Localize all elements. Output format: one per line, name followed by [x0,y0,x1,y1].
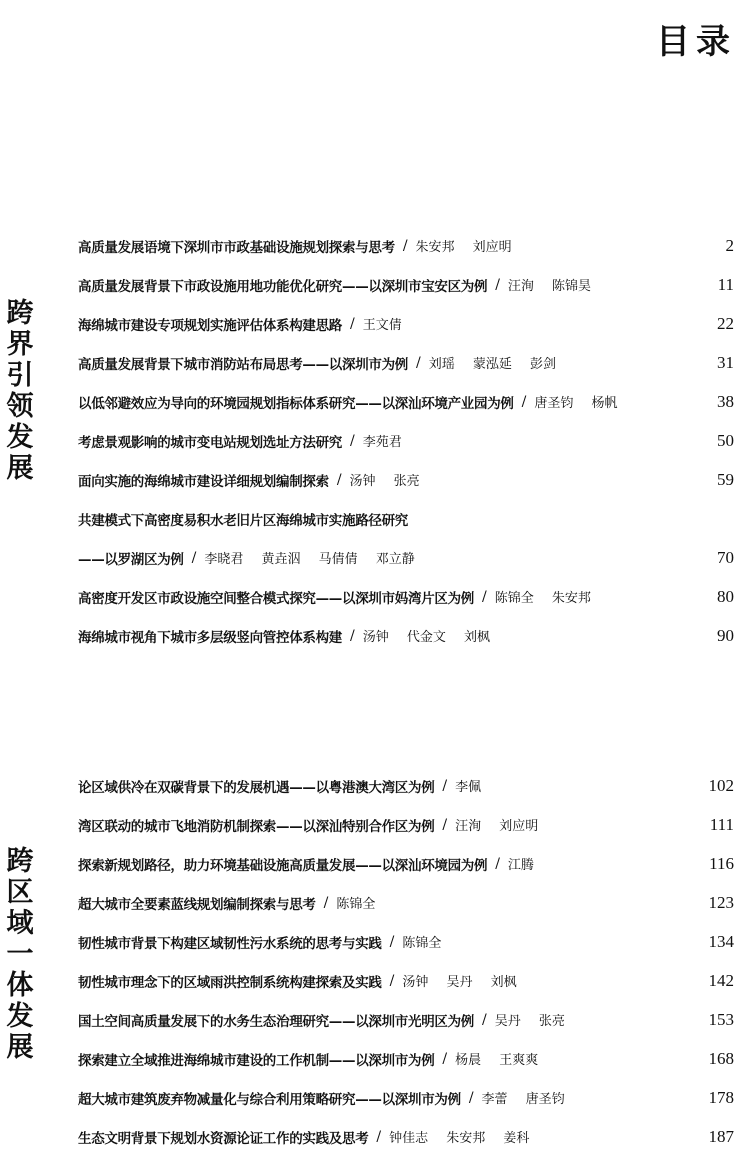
toc-entry[interactable] [78,961,734,1000]
toc-entry[interactable] [78,883,734,922]
entry-page-number: 31 [717,352,734,372]
toc-entry[interactable] [78,1078,734,1117]
entry-separator: / [521,393,527,410]
entry-separator: / [482,588,487,605]
toc-entry[interactable] [78,805,734,844]
entry-title: 韧性城市背景下构建区域韧性污水系统的思考与实践 [78,935,382,952]
entry-authors: 王文倩 [362,318,402,333]
toc-entry[interactable] [78,343,734,382]
entry-page-number: 116 [709,853,734,873]
entry-separator: / [442,816,448,833]
entry-separator: / [389,933,395,950]
entry-authors: 汤钟 吴丹 刘枫 [402,975,517,990]
entry-page-number: 168 [708,1048,734,1068]
entry-page-number: 187 [708,1126,734,1146]
entry-authors: 吴丹 张亮 [494,1014,565,1029]
entry-authors: 汤钟 张亮 [349,474,420,489]
toc-entry[interactable] [78,304,734,343]
entry-separator: / [350,315,355,332]
toc-list-section-1 [78,226,734,655]
entry-authors: 李佩 [455,780,482,795]
entry-page-number: 102 [708,775,734,795]
entry-authors: 汤钟 代金文 刘枫 [362,630,490,645]
entry-title: 共建模式下高密度易积水老旧片区海绵城市实施路径研究 [78,512,408,529]
entry-separator: / [416,354,421,371]
entry-page-number: 38 [717,391,734,411]
entry-authors: 陈锦全 朱安邦 [494,591,591,606]
toc-entry[interactable] [78,1117,734,1156]
entry-page-number: 178 [708,1087,734,1107]
entry-page-number: 153 [708,1009,734,1029]
entry-page-number: 80 [717,586,734,606]
entry-authors: 唐圣钧 杨帆 [534,396,618,411]
entry-page-number: 59 [717,469,734,489]
toc-entry[interactable] [78,922,734,961]
entry-separator: / [350,432,355,449]
entry-authors: 刘瑶 蒙泓延 彭剑 [428,357,556,372]
entry-title: 超大城市全要素蓝线规划编制探索与思考 [78,896,316,913]
entry-title: 超大城市建筑废弃物减量化与综合利用策略研究——以深圳市为例 [78,1091,461,1108]
toc-entry[interactable] [78,616,734,655]
entry-page-number: 22 [717,313,734,333]
entry-title: 探索建立全域推进海绵城市建设的工作机制——以深圳市为例 [78,1052,435,1069]
entry-title: 海绵城市建设专项规划实施评估体系构建思路 [78,317,342,334]
toc-entry[interactable] [78,844,734,883]
entry-authors: 李苑君 [362,435,402,450]
entry-title: 国土空间高质量发展下的水务生态治理研究——以深圳市光明区为例 [78,1013,474,1030]
toc-entry[interactable] [78,265,734,304]
toc-entry[interactable] [78,421,734,460]
entry-page-number: 111 [709,814,734,834]
entry-page-number: 2 [725,235,734,255]
toc-entry[interactable] [78,538,734,577]
toc-entry[interactable] [78,766,734,805]
page-title: 目录 [656,22,736,62]
entry-separator: / [442,777,448,794]
toc-entry[interactable] [78,226,734,265]
entry-title: 考虑景观影响的城市变电站规划选址方法研究 [78,434,342,451]
entry-authors: 汪洵 陈锦昊 [507,279,592,294]
entry-authors: 李蕾 唐圣钧 [481,1092,565,1107]
entry-authors: 江腾 [507,858,534,873]
entry-page-number: 123 [708,892,734,912]
entry-page-number: 70 [717,547,734,567]
section-label-cross-border: 跨界引领发展 [6,298,34,484]
entry-separator: / [389,972,395,989]
entry-separator: / [376,1128,382,1145]
entry-separator: / [482,1011,487,1028]
entry-authors: 陈锦全 [336,897,376,912]
entry-title: 论区域供冷在双碳背景下的发展机遇——以粤港澳大湾区为例 [78,779,435,796]
entry-title: 湾区联动的城市飞地消防机制探索——以深汕特别合作区为例 [78,818,435,835]
entry-title: 韧性城市理念下的区域雨洪控制系统构建探索及实践 [78,974,382,991]
entry-title: 探索新规划路径，助力环境基础设施高质量发展——以深汕环境园为例 [78,857,488,874]
entry-title: 生态文明背景下规划水资源论证工作的实践及思考 [78,1130,369,1147]
toc-entry[interactable] [78,1000,734,1039]
entry-authors: 杨晨 王爽爽 [455,1053,539,1068]
entry-separator: / [495,855,500,872]
entry-title: 海绵城市视角下城市多层级竖向管控体系构建 [78,629,342,646]
entry-separator: / [336,471,342,488]
entry-authors: 朱安邦 刘应明 [415,240,512,255]
entry-title: ——以罗湖区为例 [78,551,184,568]
entry-separator: / [323,894,329,911]
entry-separator: / [495,276,500,293]
entry-authors: 李晓君 黄垚泅 马倩倩 邓立静 [204,552,415,567]
toc-list-section-2 [78,766,734,1156]
section-label-cross-regional: 跨区域一体发展 [6,846,34,1063]
toc-entry[interactable] [78,460,734,499]
entry-separator: / [402,237,408,254]
entry-title: 以低邻避效应为导向的环境园规划指标体系研究——以深汕环境产业园为例 [78,395,514,412]
toc-entry[interactable] [78,1039,734,1078]
entry-title: 高质量发展语境下深圳市市政基础设施规划探索与思考 [78,239,395,256]
entry-separator: / [442,1050,448,1067]
entry-separator: / [191,549,197,566]
entry-page-number: 50 [717,430,734,450]
entry-title: 高质量发展背景下城市消防站布局思考——以深圳市为例 [78,356,408,373]
entry-page-number: 142 [708,970,734,990]
toc-entry[interactable] [78,499,734,538]
entry-authors: 钟佳志 朱安邦 姜科 [389,1131,530,1146]
entry-separator: / [468,1089,474,1106]
entry-separator: / [350,627,355,644]
entry-title: 高质量发展背景下市政设施用地功能优化研究——以深圳市宝安区为例 [78,278,488,295]
entry-page-number: 90 [717,625,734,645]
entry-page-number: 11 [717,274,734,294]
entry-title: 面向实施的海绵城市建设详细规划编制探索 [78,473,329,490]
entry-authors: 陈锦全 [402,936,442,951]
entry-page-number: 134 [708,931,734,951]
toc-entry[interactable] [78,577,734,616]
entry-title: 高密度开发区市政设施空间整合模式探究——以深圳市妈湾片区为例 [78,590,474,607]
toc-entry[interactable] [78,382,734,421]
entry-authors: 汪洵 刘应明 [455,819,539,834]
